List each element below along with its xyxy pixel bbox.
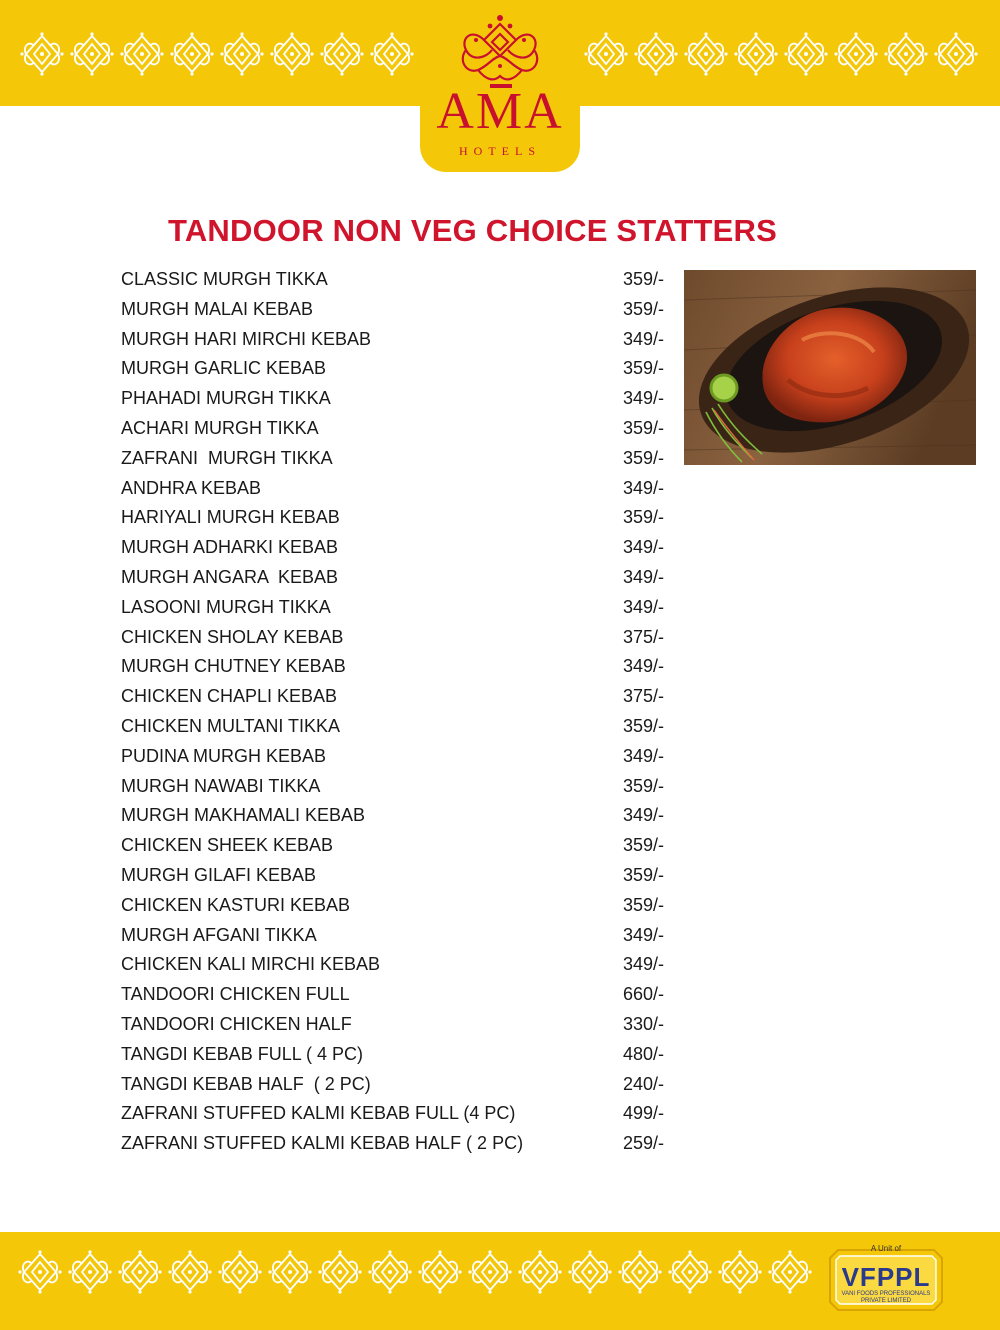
item-name: MURGH ADHARKI KEBAB	[121, 537, 339, 558]
item-price: 349/-	[623, 388, 665, 409]
kolam-border-top-right	[584, 32, 978, 76]
item-price: 359/-	[623, 507, 665, 528]
menu-item	[121, 446, 681, 476]
menu-item	[121, 923, 681, 953]
kolam-motif-icon	[668, 1250, 712, 1294]
menu-item	[121, 744, 681, 774]
kolam-motif-icon	[934, 32, 978, 76]
item-name: ZAFRANI MURGH TIKKA	[121, 447, 333, 468]
item-name: MURGH HARI MIRCHI KEBAB	[121, 328, 372, 349]
item-price: 359/-	[623, 298, 665, 319]
item-price: 349/-	[623, 745, 665, 766]
kolam-motif-icon	[618, 1250, 662, 1294]
menu-item	[121, 476, 681, 506]
brand-name: AMA	[436, 83, 564, 140]
kolam-motif-icon	[634, 32, 678, 76]
menu-item	[121, 535, 681, 565]
item-name: CHICKEN SHOLAY KEBAB	[121, 626, 344, 647]
brand-subtitle: HOTELS	[459, 144, 541, 158]
menu-item	[121, 267, 681, 297]
badge-caption: A Unit of	[870, 1244, 902, 1253]
item-name: ZAFRANI STUFFED KALMI KEBAB FULL (4 PC)	[121, 1103, 516, 1124]
kolam-motif-icon	[584, 32, 628, 76]
item-price: 359/-	[623, 864, 665, 885]
kolam-motif-icon	[20, 32, 64, 76]
badge-fullname	[824, 1291, 948, 1305]
badge-name: VFPPL	[841, 1262, 931, 1292]
item-price: 359/-	[623, 715, 665, 736]
item-price: 359/-	[623, 894, 665, 915]
kolam-motif-icon	[120, 32, 164, 76]
item-name: CHICKEN CHAPLI KEBAB	[121, 686, 338, 707]
kolam-motif-icon	[370, 32, 414, 76]
menu-item	[121, 714, 681, 744]
item-price: 359/-	[623, 417, 665, 438]
item-name: TANGDI KEBAB HALF ( 2 PC)	[121, 1073, 371, 1094]
item-price: 259/-	[623, 1133, 665, 1154]
menu-item	[121, 1072, 681, 1102]
item-name: PUDINA MURGH KEBAB	[121, 745, 327, 766]
item-price: 499/-	[623, 1103, 665, 1124]
brand-logo	[420, 0, 580, 172]
kolam-motif-icon	[18, 1250, 62, 1294]
item-name: MURGH AFGANI TIKKA	[121, 924, 317, 945]
item-name: ZAFRANI STUFFED KALMI KEBAB HALF ( 2 PC)	[121, 1133, 524, 1154]
item-price: 375/-	[623, 626, 665, 647]
menu-item	[121, 833, 681, 863]
item-price: 359/-	[623, 447, 665, 468]
kolam-motif-icon	[834, 32, 878, 76]
menu-item	[121, 386, 681, 416]
kolam-border-top-left	[20, 32, 414, 76]
kolam-motif-icon	[768, 1250, 812, 1294]
kolam-motif-icon	[268, 1250, 312, 1294]
kolam-motif-icon	[518, 1250, 562, 1294]
item-price: 349/-	[623, 924, 665, 945]
kolam-motif-icon	[468, 1250, 512, 1294]
item-price: 359/-	[623, 269, 665, 289]
menu-item	[121, 774, 681, 804]
item-name: CHICKEN MULTANI TIKKA	[121, 715, 341, 736]
kolam-motif-icon	[734, 32, 778, 76]
item-price: 349/-	[623, 596, 665, 617]
menu-item	[121, 1042, 681, 1072]
kolam-motif-icon	[168, 1250, 212, 1294]
menu-item	[121, 803, 681, 833]
item-name: CHICKEN KASTURI KEBAB	[121, 894, 351, 915]
menu-item	[121, 863, 681, 893]
item-name: CHICKEN SHEEK KEBAB	[121, 835, 334, 856]
item-name: LASOONI MURGH TIKKA	[121, 596, 331, 617]
item-name: ANDHRA KEBAB	[121, 477, 262, 498]
item-price: 349/-	[623, 477, 665, 498]
item-price: 359/-	[623, 835, 665, 856]
item-name: MURGH MAKHAMALI KEBAB	[121, 805, 366, 826]
item-name: CLASSIC MURGH TIKKA	[121, 269, 328, 289]
item-price: 660/-	[623, 984, 665, 1005]
menu-item	[121, 952, 681, 982]
menu-item	[121, 595, 681, 625]
item-name: MURGH GILAFI KEBAB	[121, 864, 317, 885]
menu-item	[121, 625, 681, 655]
kolam-motif-icon	[884, 32, 928, 76]
menu-item	[121, 565, 681, 595]
item-name: MURGH NAWABI TIKKA	[121, 775, 321, 796]
item-price: 349/-	[623, 328, 665, 349]
kolam-motif-icon	[70, 32, 114, 76]
menu-item	[121, 416, 681, 446]
menu-item	[121, 327, 681, 357]
item-name: TANGDI KEBAB FULL ( 4 PC)	[121, 1043, 364, 1064]
kolam-motif-icon	[270, 32, 314, 76]
item-name: PHAHADI MURGH TIKKA	[121, 388, 331, 409]
item-name: TANDOORI CHICKEN FULL	[121, 984, 350, 1005]
menu-item	[121, 1101, 681, 1131]
page-title: TANDOOR NON VEG CHOICE STATTERS	[168, 213, 777, 248]
item-name: MURGH CHUTNEY KEBAB	[121, 656, 346, 677]
item-name: CHICKEN KALI MIRCHI KEBAB	[121, 954, 381, 975]
menu-item	[121, 982, 681, 1012]
item-price: 349/-	[623, 537, 665, 558]
item-price: 375/-	[623, 686, 665, 707]
kolam-motif-icon	[418, 1250, 462, 1294]
kolam-motif-icon	[118, 1250, 162, 1294]
kolam-motif-icon	[684, 32, 728, 76]
badge-fullname-line1: VANI FOODS PROFESSIONALS	[841, 1291, 931, 1297]
menu-list	[121, 267, 681, 1161]
menu-item	[121, 356, 681, 386]
menu-item	[121, 684, 681, 714]
item-price: 349/-	[623, 805, 665, 826]
item-name: MURGH GARLIC KEBAB	[121, 358, 327, 379]
item-price: 330/-	[623, 1013, 665, 1034]
item-name: HARIYALI MURGH KEBAB	[121, 507, 340, 528]
item-price: 359/-	[623, 775, 665, 796]
kolam-motif-icon	[170, 32, 214, 76]
item-price: 349/-	[623, 566, 665, 587]
item-price: 240/-	[623, 1073, 665, 1094]
menu-item	[121, 505, 681, 535]
item-name: MURGH MALAI KEBAB	[121, 298, 314, 319]
kolam-border-bottom	[18, 1250, 812, 1294]
kolam-motif-icon	[784, 32, 828, 76]
kolam-motif-icon	[718, 1250, 762, 1294]
kolam-motif-icon	[568, 1250, 612, 1294]
item-price: 359/-	[623, 358, 665, 379]
tandoori-chicken-photo	[684, 270, 976, 465]
kolam-motif-icon	[318, 1250, 362, 1294]
item-price: 480/-	[623, 1043, 665, 1064]
item-name: TANDOORI CHICKEN HALF	[121, 1013, 352, 1034]
item-name: MURGH ANGARA KEBAB	[121, 566, 339, 587]
badge-fullname-line2: PRIVATE LIMITED	[860, 1298, 912, 1304]
kolam-motif-icon	[368, 1250, 412, 1294]
menu-item	[121, 654, 681, 684]
item-price: 349/-	[623, 954, 665, 975]
kolam-motif-icon	[218, 1250, 262, 1294]
kolam-motif-icon	[220, 32, 264, 76]
menu-item	[121, 297, 681, 327]
item-name: ACHARI MURGH TIKKA	[121, 417, 319, 438]
kolam-motif-icon	[320, 32, 364, 76]
menu-item	[121, 893, 681, 923]
kolam-logo-icon	[452, 10, 548, 90]
menu-item	[121, 1012, 681, 1042]
item-price: 349/-	[623, 656, 665, 677]
menu-item	[121, 1131, 681, 1161]
kolam-motif-icon	[68, 1250, 112, 1294]
vfppl-badge	[824, 1244, 948, 1316]
